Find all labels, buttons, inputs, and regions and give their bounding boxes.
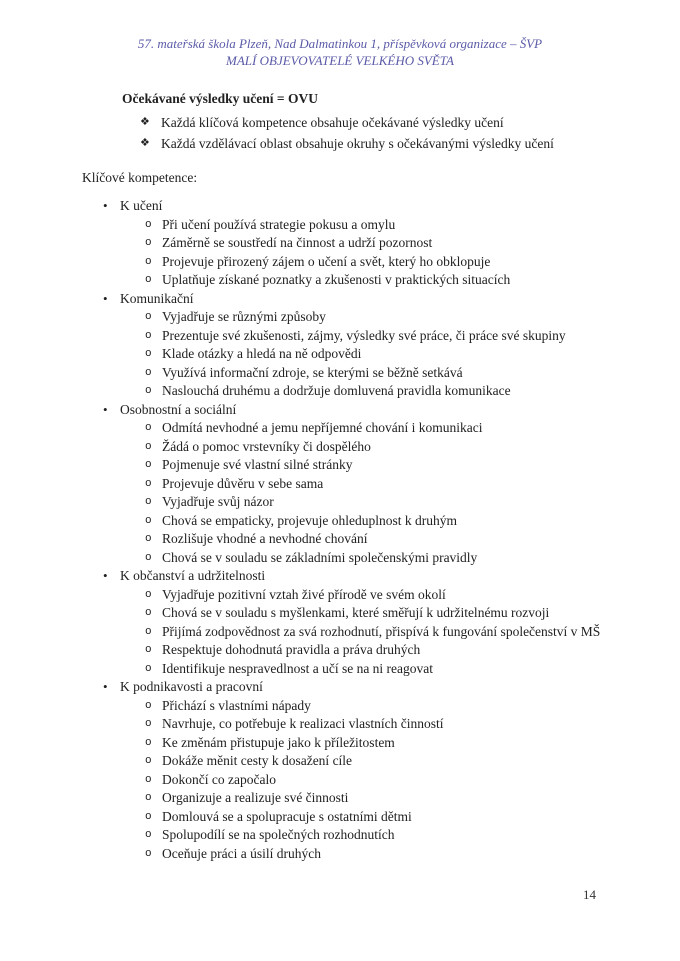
competence-item-text: Spolupodílí se na společných rozhodnutích bbox=[162, 827, 395, 842]
circle-bullet-icon: o bbox=[145, 625, 152, 638]
competence-item-row bbox=[145, 271, 620, 290]
competence-item-text: Přichází s vlastními nápady bbox=[162, 697, 311, 713]
competence-item-row bbox=[145, 586, 620, 605]
competence-item-row bbox=[145, 808, 620, 827]
competence-name: Komunikační bbox=[120, 290, 194, 306]
circle-bullet-icon: o bbox=[145, 366, 152, 379]
competence-item-row bbox=[145, 456, 620, 475]
circle-bullet-icon: o bbox=[145, 329, 152, 342]
competence-item-text: Navrhuje, co potřebuje k realizaci vlastních činností bbox=[162, 716, 444, 731]
competence-item-text: Dokončí co započalo bbox=[162, 771, 276, 787]
competence-item-row bbox=[145, 216, 620, 235]
circle-bullet-icon: o bbox=[145, 237, 152, 249]
competence-list-label: Klíčové kompetence: bbox=[82, 170, 198, 185]
circle-bullet-icon: o bbox=[145, 385, 152, 397]
competence-item-row bbox=[145, 364, 620, 383]
competence-name-row bbox=[103, 678, 620, 697]
disc-bullet-icon: • bbox=[103, 679, 108, 694]
competence-item-text: Chová se empaticky, projevuje ohleduplnost k druhým bbox=[162, 512, 457, 528]
competence-item-row bbox=[145, 734, 620, 753]
competence-name-row bbox=[103, 401, 620, 420]
competence-item-text: Chová se v souladu s myšlenkami, které směřují k udržitelnému rozvoji bbox=[162, 605, 550, 620]
competence-item-row bbox=[145, 530, 620, 549]
competence-item-row bbox=[145, 512, 620, 531]
competence-item-text: Klade otázky a hledá na ně odpovědi bbox=[162, 346, 362, 361]
circle-bullet-icon: o bbox=[145, 533, 152, 545]
circle-bullet-icon: o bbox=[145, 699, 152, 712]
competence-item-text: Přijímá zodpovědnost za svá rozhodnutí, přispívá k fungování společenství v MŠ bbox=[162, 623, 601, 639]
section-title: Očekávané výsledky učení = OVU bbox=[122, 91, 318, 106]
circle-bullet-icon: o bbox=[145, 440, 152, 453]
page-number: 14 bbox=[583, 887, 596, 902]
competence-item-text: Projevuje přirozený zájem o učení a svět, který ho obklopuje bbox=[162, 253, 491, 269]
competence-item-text: Oceňuje práci a úsilí druhých bbox=[162, 845, 321, 861]
competence-item-row bbox=[145, 493, 620, 512]
intro-bullet-list bbox=[140, 114, 620, 152]
competence-item-row bbox=[145, 771, 620, 790]
competence-item-row bbox=[145, 660, 620, 679]
competence-item-text: Vyjadřuje svůj názor bbox=[162, 494, 274, 509]
competence-item-text: Dokáže měnit cesty k dosažení cíle bbox=[162, 753, 353, 768]
competence-item-text: Naslouchá druhému a dodržuje domluvená pravidla komunikace bbox=[162, 383, 511, 398]
competence-item-row bbox=[145, 308, 620, 327]
circle-bullet-icon: o bbox=[145, 810, 152, 823]
competence-item-text: Ke změnám přistupuje jako k příležitostem bbox=[162, 734, 395, 750]
competence-item-text: Respektuje dohodnutá pravidla a práva druhých bbox=[162, 642, 421, 657]
circle-bullet-icon: o bbox=[145, 274, 152, 286]
competence-item-text: Vyjadřuje pozitivní vztah živé přírodě ve svém okolí bbox=[162, 586, 446, 602]
circle-bullet-icon: o bbox=[145, 847, 152, 860]
circle-bullet-icon: o bbox=[145, 348, 152, 360]
disc-bullet-icon: • bbox=[103, 198, 108, 213]
competence-item-row bbox=[145, 382, 620, 401]
circle-bullet-icon: o bbox=[145, 755, 152, 767]
circle-bullet-icon: o bbox=[145, 311, 152, 323]
competence-item-row bbox=[145, 715, 620, 734]
competence-name-row bbox=[103, 567, 620, 586]
disc-bullet-icon: • bbox=[103, 290, 108, 306]
circle-bullet-icon: o bbox=[145, 459, 152, 471]
competence-item-row bbox=[145, 438, 620, 457]
circle-bullet-icon: o bbox=[145, 514, 152, 527]
competence-name: K učení bbox=[120, 198, 163, 213]
circle-bullet-icon: o bbox=[145, 662, 152, 675]
competence-item-text: Při učení používá strategie pokusu a omylu bbox=[162, 216, 396, 232]
competence-name-row bbox=[103, 290, 620, 309]
diamond-bullet-icon: ❖ bbox=[140, 137, 150, 149]
competence-name-row bbox=[103, 197, 620, 216]
competence-item-text: Prezentuje své zkušenosti, zájmy, výsledky své práce, či práce své skupiny bbox=[162, 327, 566, 343]
competence-name: K podnikavosti a pracovní bbox=[120, 679, 263, 694]
competence-item-text: Vyjadřuje se různými způsoby bbox=[162, 309, 326, 324]
competence-item-text: Žádá o pomoc vrstevníky či dospělého bbox=[162, 438, 371, 454]
circle-bullet-icon: o bbox=[145, 422, 152, 434]
intro-bullet-text: Každá klíčová kompetence obsahuje očekávané výsledky učení bbox=[161, 115, 504, 130]
competence-item-row bbox=[145, 789, 620, 808]
competence-item-row bbox=[145, 604, 620, 623]
circle-bullet-icon: o bbox=[145, 718, 152, 730]
competence-item-row bbox=[145, 253, 620, 272]
circle-bullet-icon: o bbox=[145, 792, 152, 804]
competence-item-row bbox=[145, 345, 620, 364]
diamond-bullet-icon: ❖ bbox=[140, 116, 150, 128]
competence-item-text: Identifikuje nespravedlnost a učí se na ni reagovat bbox=[162, 660, 434, 676]
competence-item-text: Odmítá nevhodné a jemu nepříjemné chování i komunikaci bbox=[162, 420, 483, 435]
competence-item-text: Chová se v souladu se základními společenskými pravidly bbox=[162, 549, 478, 565]
competence-item-row bbox=[145, 697, 620, 716]
circle-bullet-icon: o bbox=[145, 588, 152, 601]
competence-list bbox=[0, 197, 680, 863]
competence-item-row bbox=[145, 623, 620, 642]
competence-item-row bbox=[145, 752, 620, 771]
competence-name: Osobnostní a sociální bbox=[120, 401, 237, 417]
intro-bullet-item bbox=[140, 135, 620, 152]
program-name-header: MALÍ OBJEVOVATELÉ VELKÉHO SVĚTA bbox=[226, 53, 454, 68]
competence-item-text: Organizuje a realizuje své činnosti bbox=[162, 790, 349, 805]
competence-item-text: Uplatňuje získané poznatky a zkušenosti v praktických situacích bbox=[162, 272, 511, 287]
competence-item-text: Rozlišuje vhodné a nevhodné chování bbox=[162, 531, 368, 546]
competence-item-row bbox=[145, 419, 620, 438]
competence-item-row bbox=[145, 549, 620, 568]
competence-item-text: Pojmenuje své vlastní silné stránky bbox=[162, 457, 353, 472]
circle-bullet-icon: o bbox=[145, 218, 152, 231]
circle-bullet-icon: o bbox=[145, 477, 152, 490]
school-name-header: 57. mateřská škola Plzeň, Nad Dalmatinkou 1, příspěvková organizace – ŠVP bbox=[137, 36, 543, 51]
competence-item-row bbox=[145, 234, 620, 253]
intro-bullet-item bbox=[140, 114, 620, 131]
competence-item-text: Záměrně se soustředí na činnost a udrží pozornost bbox=[162, 235, 433, 250]
competence-name: K občanství a udržitelnosti bbox=[120, 568, 266, 583]
circle-bullet-icon: o bbox=[145, 829, 152, 841]
competence-item-text: Využívá informační zdroje, se kterými se běžně setkává bbox=[162, 364, 463, 380]
circle-bullet-icon: o bbox=[145, 773, 152, 786]
competence-item-row bbox=[145, 845, 620, 864]
circle-bullet-icon: o bbox=[145, 644, 152, 656]
circle-bullet-icon: o bbox=[145, 607, 152, 619]
competence-item-row bbox=[145, 475, 620, 494]
circle-bullet-icon: o bbox=[145, 551, 152, 564]
competence-item-row bbox=[145, 327, 620, 346]
competence-item-row bbox=[145, 826, 620, 845]
circle-bullet-icon: o bbox=[145, 736, 152, 749]
intro-bullet-text: Každá vzdělávací oblast obsahuje okruhy s očekávanými výsledky učení bbox=[161, 136, 554, 151]
disc-bullet-icon: • bbox=[103, 401, 108, 417]
competence-item-text: Domlouvá se a spolupracuje s ostatními dětmi bbox=[162, 808, 412, 824]
page-header bbox=[0, 35, 680, 69]
disc-bullet-icon: • bbox=[103, 568, 108, 583]
circle-bullet-icon: o bbox=[145, 496, 152, 508]
competence-item-row bbox=[145, 641, 620, 660]
competence-item-text: Projevuje důvěru v sebe sama bbox=[162, 475, 324, 491]
circle-bullet-icon: o bbox=[145, 255, 152, 268]
